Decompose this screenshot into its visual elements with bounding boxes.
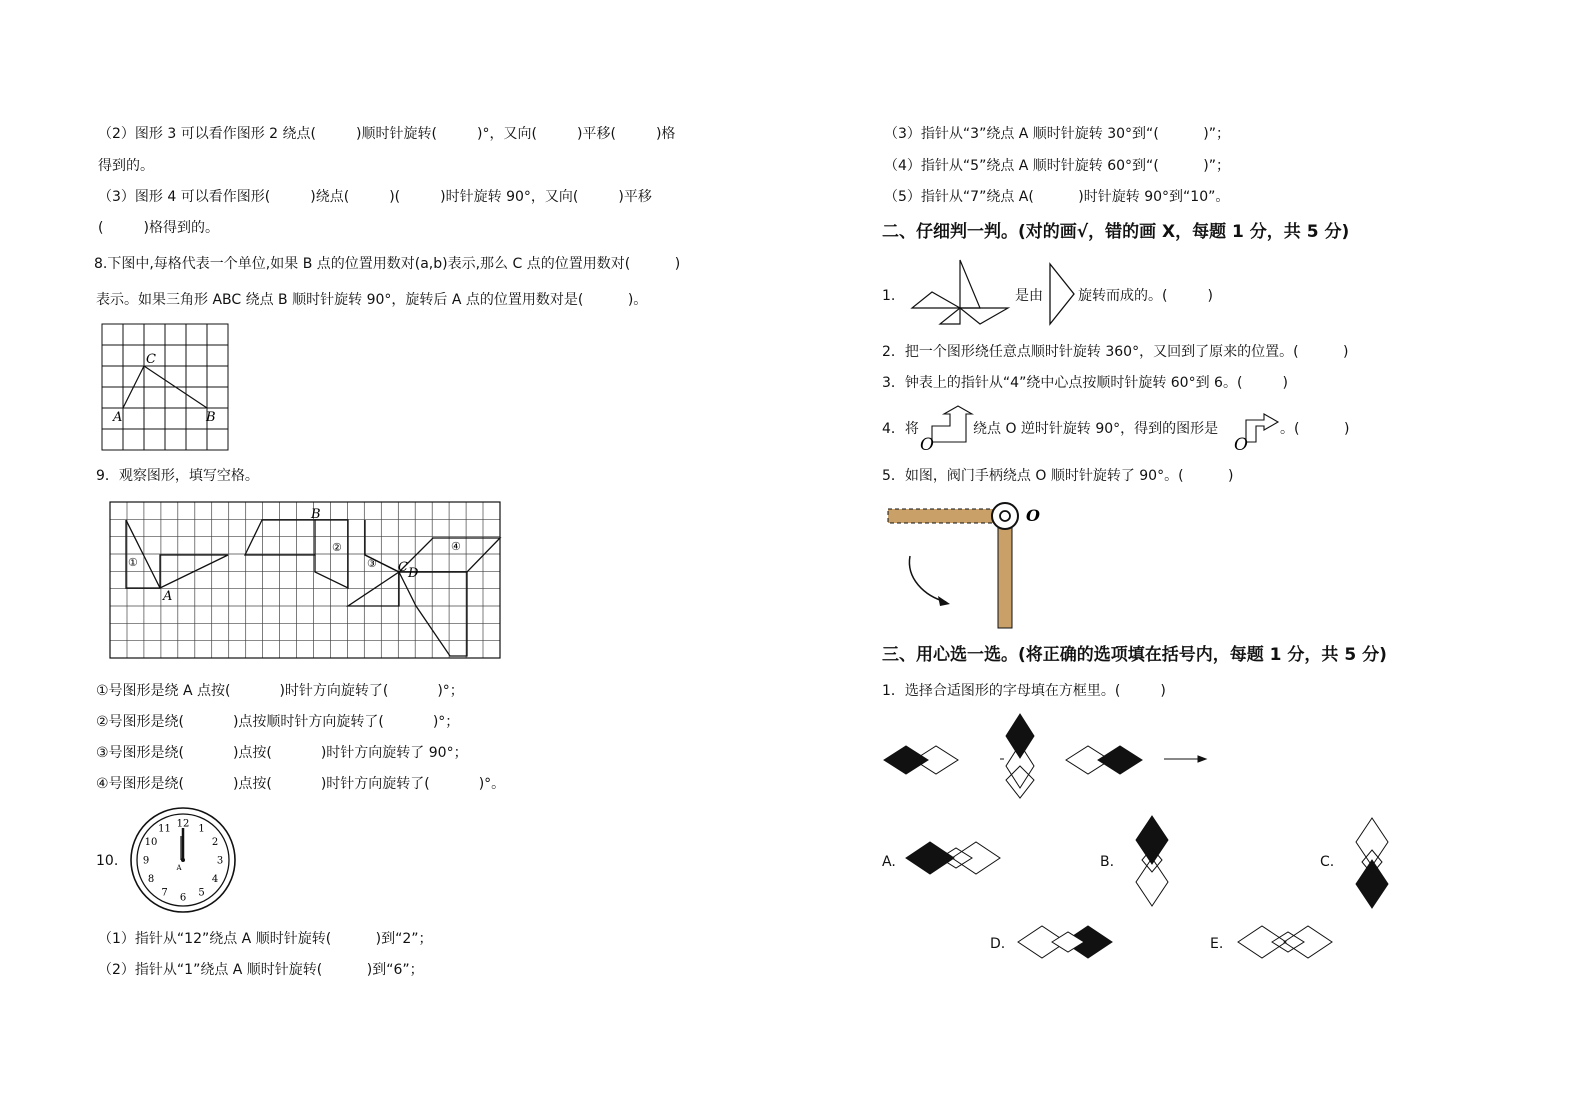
q9-title: 9．观察图形，填写空格。 — [96, 468, 259, 484]
valve-handle-after — [998, 524, 1012, 628]
judge4-result-origin-label: O — [1234, 435, 1248, 452]
clock-number: 11 — [158, 823, 171, 835]
q10-number: 10. — [96, 853, 119, 869]
judge4-text-a: 4．将 — [882, 421, 919, 437]
clock-number: 2 — [211, 837, 219, 848]
clock-number: 5 — [198, 887, 205, 899]
clock-number: 8 — [147, 874, 155, 885]
valve-pivot-label: O — [1026, 506, 1040, 525]
section-3-heading: 三、用心选一选。(将正确的选项填在括号内，每题 1 分，共 5 分) — [882, 645, 1387, 665]
valve-handle-figure — [884, 496, 1044, 636]
clock-number: 1 — [198, 823, 205, 835]
option-d-label: D. — [990, 936, 1006, 952]
q9-label-shape2: ② — [332, 541, 342, 554]
clock-number: 4 — [211, 874, 219, 885]
clock-number: 9 — [142, 855, 150, 867]
judge4-arrow-shape-result — [1232, 404, 1282, 452]
q9-label-shape4: ④ — [451, 540, 461, 553]
option-c-label: C. — [1320, 854, 1335, 870]
q9-label-a: A — [163, 589, 173, 604]
q9-item2: ②号图形是绕( )点按顺时针方向旋转了( )°； — [96, 714, 460, 730]
q9-label-shape1: ① — [128, 556, 138, 569]
option-a-figure — [904, 836, 1004, 880]
valve-handle-before — [888, 509, 996, 523]
q7-part2-line2: 得到的。 — [98, 158, 154, 174]
clock-center-label: A — [176, 864, 182, 872]
q9-item1: ①号图形是绕 A 点按( )时针方向旋转了( )°； — [96, 683, 464, 699]
judge1-pinwheel-figure — [906, 256, 1012, 328]
q9-item3: ③号图形是绕( )点按( )时针方向旋转了 90°； — [96, 745, 468, 761]
option-e-figure — [1236, 920, 1336, 964]
q8-label-b: B — [206, 410, 216, 425]
q10-part1: （1）指针从“12”绕点 A 顺时针旋转( )到“2”； — [98, 931, 433, 947]
judge5: 5．如图，阀门手柄绕点 O 顺时针旋转了 90°。( ) — [882, 468, 1234, 484]
judge1-number: 1. — [882, 288, 896, 304]
q10-part4: （4）指针从“5”绕点 A 顺时针旋转 60°到“( )”； — [884, 158, 1230, 174]
judge3: 3．钟表上的指针从“4”绕中心点按顺时针旋转 60°到 6。( ) — [882, 375, 1288, 391]
clock-number: 3 — [216, 855, 224, 867]
q9-label-c: C — [398, 560, 408, 575]
rotation-arrow-head — [938, 596, 950, 606]
option-e-label: E. — [1210, 936, 1224, 952]
q8-line1: 8.下图中,每格代表一个单位,如果 B 点的位置用数对(a,b)表示,那么 C 点的位置用数对( ) — [94, 256, 681, 272]
judge2: 2．把一个图形绕任意点顺时针旋转 360°，又回到了原来的位置。( ) — [882, 344, 1349, 360]
judge1-end-text: 旋转而成的。( ) — [1078, 288, 1213, 304]
q8-label-c: C — [146, 352, 156, 367]
clock-number: 10 — [144, 837, 158, 848]
q7-part3-line2: ( )格得到的。 — [98, 220, 219, 236]
clock-number: 7 — [161, 887, 168, 899]
q8-label-a: A — [113, 410, 123, 425]
judge4-arrow-shape-original — [918, 404, 974, 452]
q8-line2: 表示。如果三角形 ABC 绕点 B 顺时针旋转 90°，旋转后 A 点的位置用数对是( )。 — [96, 292, 648, 308]
judge1-mid-text: 是由 — [1015, 288, 1043, 304]
clock-number: 12 — [176, 818, 190, 830]
q9-item4: ④号图形是绕( )点按( )时针方向旋转了( )°。 — [96, 776, 506, 792]
q10-clock — [128, 806, 238, 914]
choice1: 1．选择合适图形的字母填在方框里。( ) — [882, 683, 1166, 699]
q10-part2: （2）指针从“1”绕点 A 顺时针旋转( )到“6”； — [98, 962, 424, 978]
q9-rotation-grid — [108, 500, 504, 662]
section-2-heading: 二、仔细判一判。(对的画√，错的画 X，每题 1 分，共 5 分) — [882, 222, 1350, 242]
judge1-triangle-figure — [1046, 262, 1078, 326]
option-a-label: A. — [882, 854, 896, 870]
q9-label-b: B — [311, 507, 321, 522]
judge4-text-c: 。( ) — [1280, 421, 1350, 437]
q10-part3: （3）指针从“3”绕点 A 顺时针旋转 30°到“( )”； — [884, 126, 1230, 142]
option-b-label: B. — [1100, 854, 1115, 870]
judge4-origin-label: O — [920, 435, 934, 452]
q8-triangle-grid — [100, 322, 232, 452]
q7-part2-line1: （2）图形 3 可以看作图形 2 绕点( )顺时针旋转( )°，又向( )平移( )格 — [98, 126, 676, 142]
option-d-figure — [1016, 920, 1116, 964]
q9-label-d: D — [408, 566, 419, 581]
choice1-pattern-sequence — [880, 710, 1210, 806]
clock-number: 6 — [179, 892, 187, 904]
q9-label-shape3: ③ — [367, 557, 377, 570]
q10-part5: （5）指针从“7”绕点 A( )时针旋转 90°到“10”。 — [884, 189, 1230, 205]
judge4-text-b: 绕点 O 逆时针旋转 90°，得到的图形是 — [973, 421, 1219, 437]
q7-part3-line1: （3）图形 4 可以看作图形( )绕点( )( )时针旋转 90°，又向( )平移 — [98, 189, 652, 205]
option-b-figure — [1130, 814, 1174, 910]
option-c-figure — [1350, 814, 1394, 912]
